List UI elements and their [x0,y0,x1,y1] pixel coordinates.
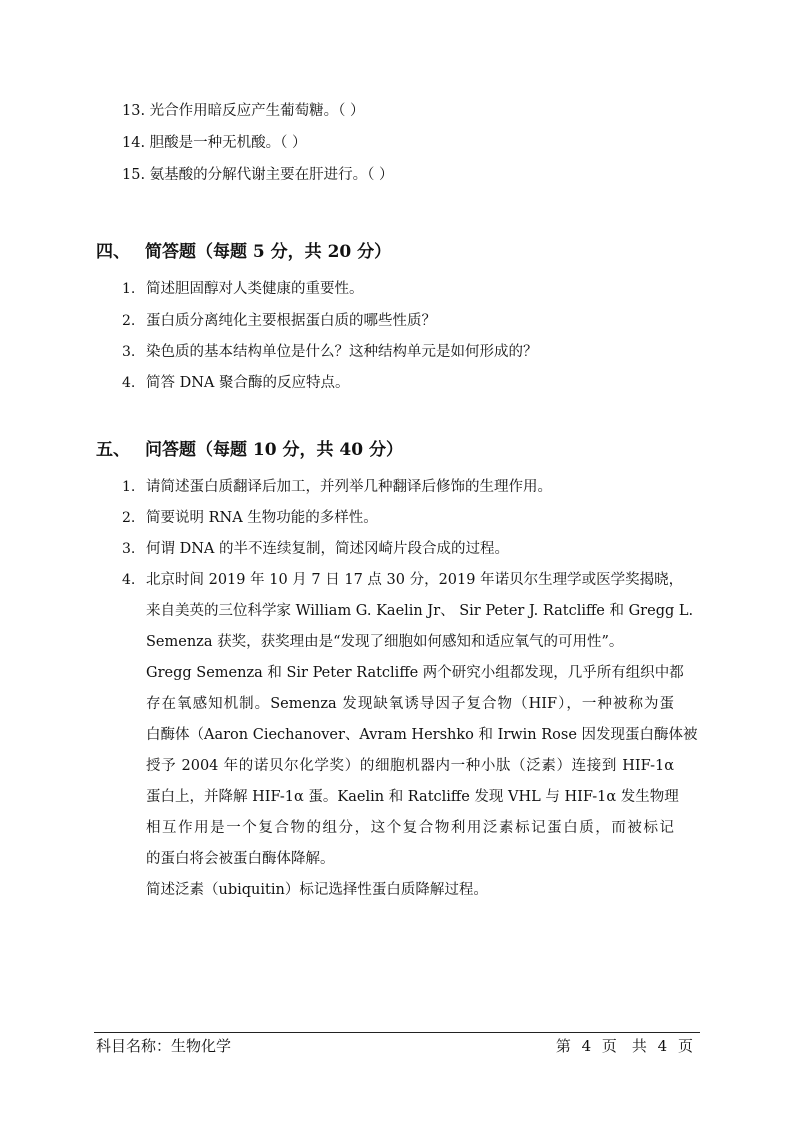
footer-subject: 科目名称：生物化学 [96,1037,232,1055]
section5-q4-number: 4. [122,572,136,588]
section5-q4-line-6: 白酶体（Aaron Ciechanover、Avram Hershko 和 Irwin Rose 因发现蛋白酶体被 [146,727,698,743]
section4-q2-text: 蛋白质分离纯化主要根据蛋白质的哪些性质？ [146,313,436,329]
section5-q3-text: 何谓 DNA 的半不连续复制，简述冈崎片段合成的过程。 [146,541,510,557]
section5-q1-number: 1. [122,479,136,495]
section5-q1-text: 请简述蛋白质翻译后加工，并列举几种翻译后修饰的生理作用。 [146,479,552,495]
section4-title: 简答题（每题 5 分，共 20 分） [145,242,392,262]
section4-q4-text: 简答 DNA 聚合酶的反应特点。 [146,375,350,391]
section5-q4-line-10: 的蛋白将会被蛋白酶体降解。 [146,851,335,867]
section5-q4-line-2: 来自美英的三位科学家 William G. Kaelin Jr、 Sir Peter J. Ratcliffe 和 Gregg L. [146,603,694,619]
section5-number: 五、 [96,440,130,460]
section5-q4-prompt: 简述泛素（ubiquitin）标记选择性蛋白质降解过程。 [146,882,488,898]
section5-q4-line-9: 相互作用是一个复合物的组分，这个复合物利用泛素标记蛋白质，而被标记 [146,820,674,836]
section5-q4-line-4: Gregg Semenza 和 Sir Peter Ratcliffe 两个研究小组都发现，几乎所有组织中都 [146,665,684,681]
section4-q1-number: 1. [122,281,136,297]
section5-q4-line-8: 蛋白上，并降解 HIF-1α 蛋。Kaelin 和 Ratcliffe 发现 VHL 与 HIF-1α 发生物理 [146,789,679,805]
footer-page-number: 第 4 页 共 4 页 [555,1037,693,1055]
section4-number: 四、 [96,242,130,262]
section5-q4-line-7: 授予 2004 年的诺贝尔化学奖）的细胞机器内一种小肽（泛素）连接到 HIF-1α [146,758,674,774]
section5-q4-line-5: 存在氧感知机制。Semenza 发现缺氧诱导因子复合物（HIF），一种被称为蛋 [146,696,674,712]
judgement-item-14: 14. 胆酸是一种无机酸。（ ） [122,135,307,151]
section4-q1-text: 简述胆固醇对人类健康的重要性。 [146,281,364,297]
section5-title: 问答题（每题 10 分，共 40 分） [145,440,403,460]
judgement-item-13: 13. 光合作用暗反应产生葡萄糖。（ ） [122,103,365,119]
section4-q2-number: 2. [122,313,136,329]
footer-divider [94,1032,700,1033]
judgement-item-15: 15. 氨基酸的分解代谢主要在肝进行。（ ） [122,167,394,183]
section4-q3-text: 染色质的基本结构单位是什么？这种结构单元是如何形成的？ [146,344,538,360]
section4-q3-number: 3. [122,344,136,360]
section5-q4-line-3: Semenza 获奖，获奖理由是“发现了细胞如何感知和适应氧气的可用性”。 [146,634,624,650]
section4-q4-number: 4. [122,375,136,391]
section5-q3-number: 3. [122,541,136,557]
section5-q2-number: 2. [122,510,136,526]
section5-q2-text: 简要说明 RNA 生物功能的多样性。 [146,510,378,526]
section5-q4-line-1: 北京时间 2019 年 10 月 7 日 17 点 30 分，2019 年诺贝尔生理学或医学奖揭晓， [146,572,684,588]
